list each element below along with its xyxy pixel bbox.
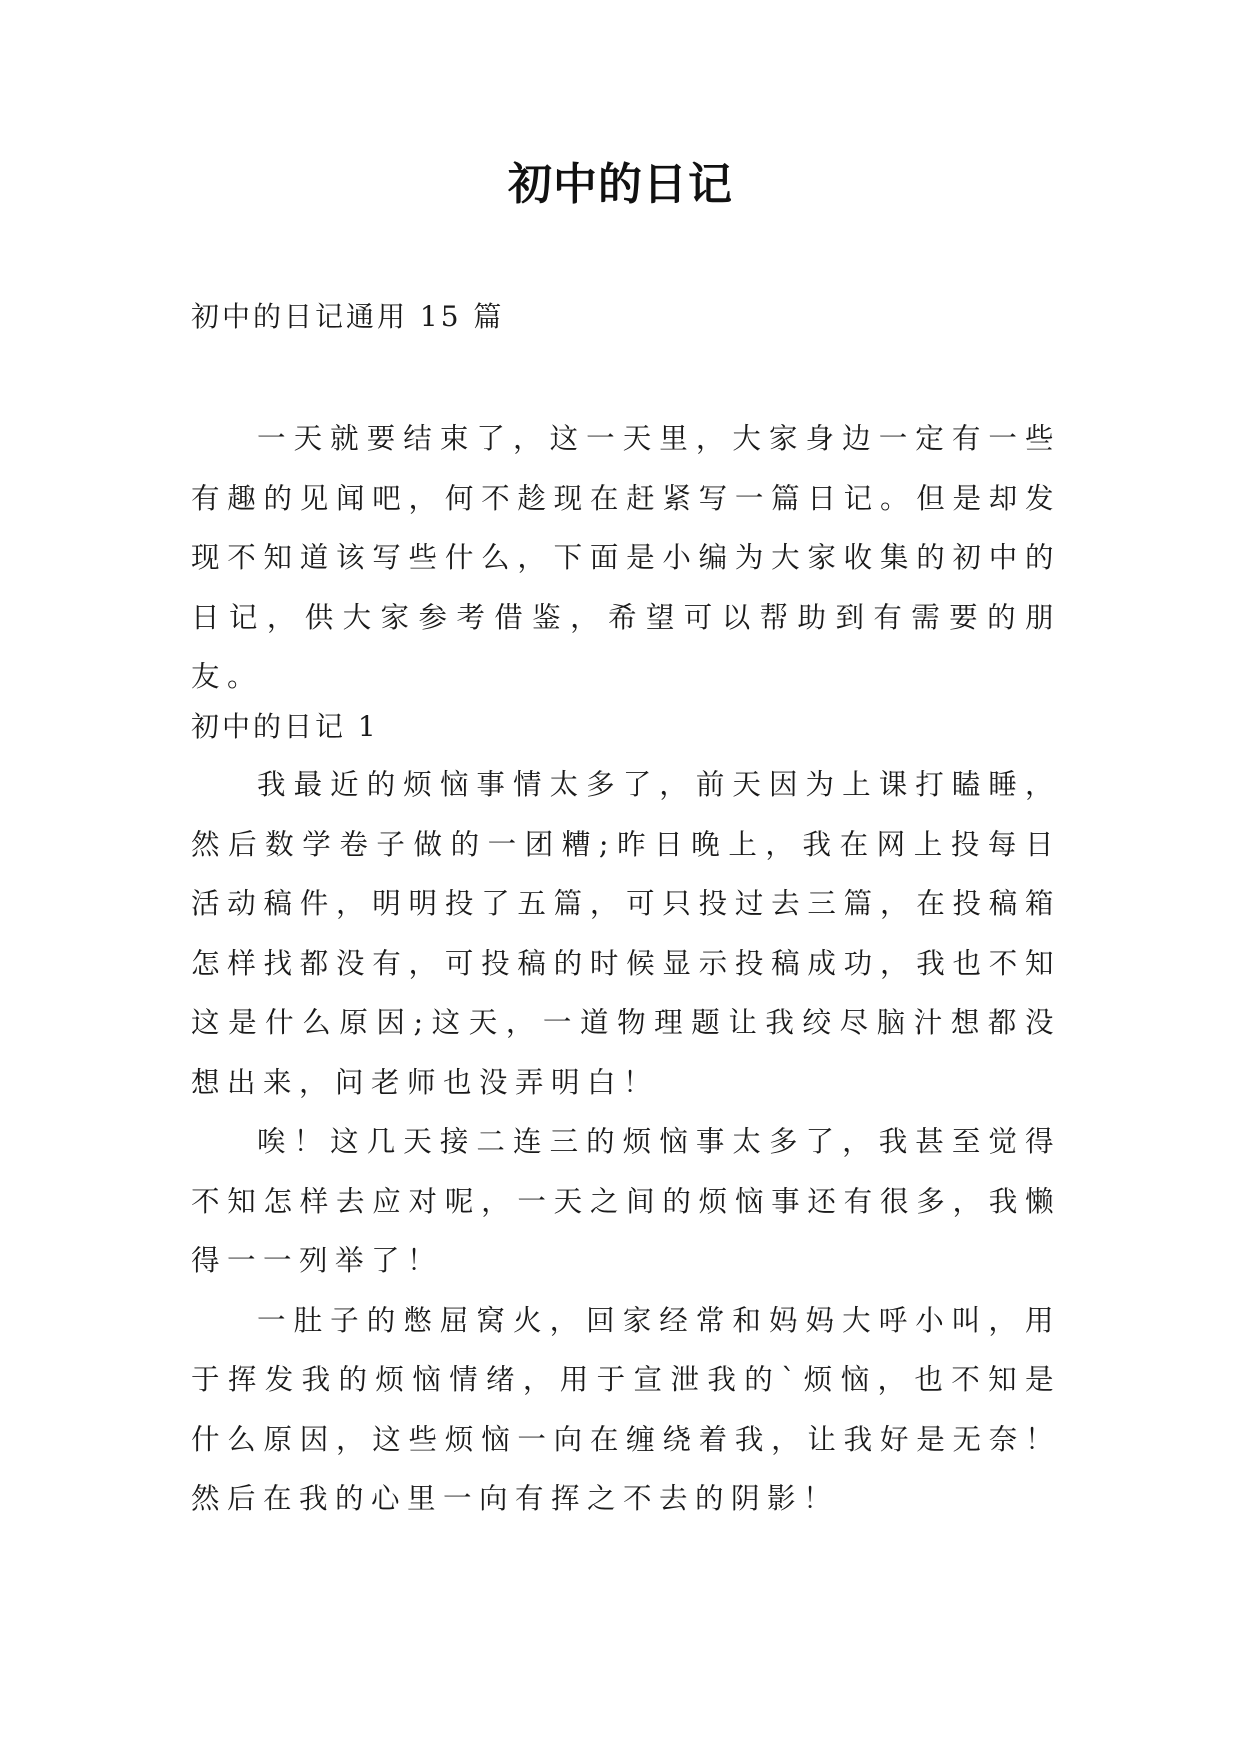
intro-paragraph: 一天就要结束了，这一天里，大家身边一定有一些有趣的见闻吧，何不趁现在赶紧写一篇日记。但是却发现不知道该写些什么，下面是小编为大家收集的初中的日记，供大家参考借鉴，希望可以帮助到有需要的朋友。 — [191, 422, 1061, 693]
entry-paragraph: 我最近的烦恼事情太多了，前天因为上课打瞌睡，然后数学卷子做的一团糟;昨日晚上，我在网上投每日活动稿件，明明投了五篇，可只投过去三篇，在投稿箱怎样找都没有，可投稿的时候显示投稿成功，我也不知这是什么原因;这天，一道物理题让我绞尽脑汁想都没想出来，问老师也没弄明白！ — [191, 768, 1061, 1099]
entry-heading: 初中的日记 1 — [191, 710, 379, 743]
document-title: 初中的日记 — [508, 159, 733, 210]
entry-paragraph: 唉！这几天接二连三的烦恼事太多了，我甚至觉得不知怎样去应对呢，一天之间的烦恼事还有很多，我懒得一一列举了！ — [191, 1125, 1061, 1277]
entry-body — [191, 755, 1061, 1529]
document-subtitle: 初中的日记通用 15 篇 — [191, 300, 505, 333]
entry-paragraph: 一肚子的憋屈窝火，回家经常和妈妈大呼小叫，用于挥发我的烦恼情绪，用于宣泄我的`烦恼，也不知是什么原因，这些烦恼一向在缠绕着我，让我好是无奈！然后在我的心里一向有挥之不去的阴影！ — [191, 1303, 1061, 1515]
